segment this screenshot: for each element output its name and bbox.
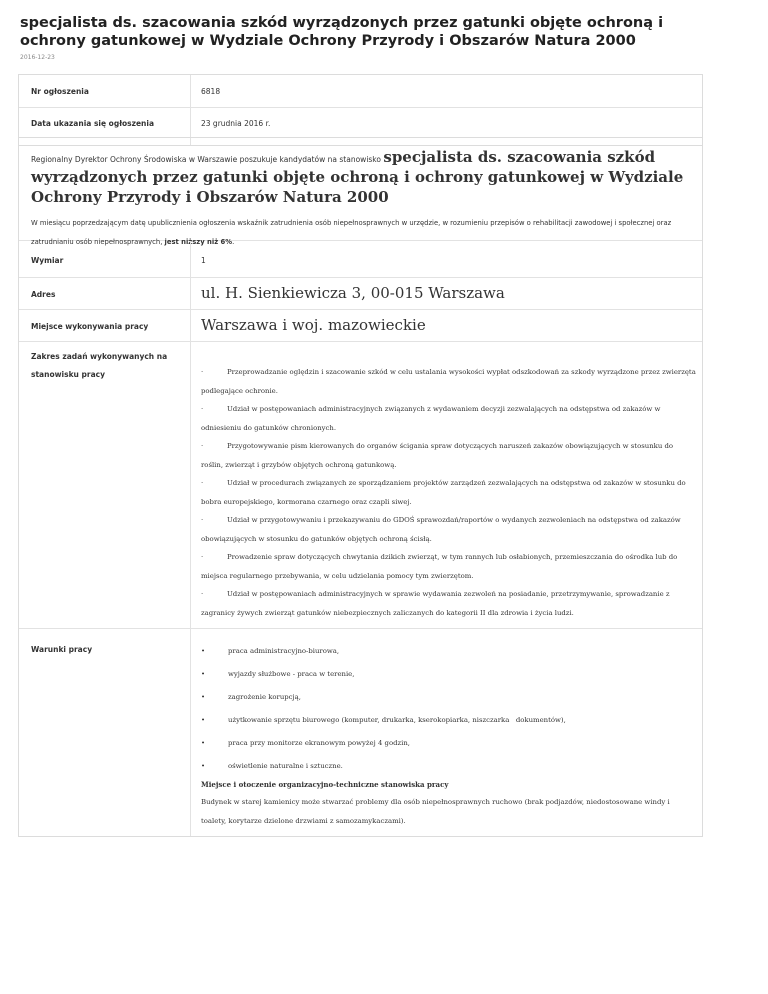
bullet-icon: • xyxy=(201,739,206,747)
list-item: · Udział w postępowaniach administracyjnych w sprawie wydawania zezwoleń na posiadanie, przetrzymywanie, sprowadzanie z zagranicy żywych zwierząt gatunków niebezpiecznych zaliczanych do kategorii II dla zdrowia i życia ludzi. xyxy=(201,585,696,623)
bullet-icon: • xyxy=(201,693,206,701)
list-item: · Prowadzenie spraw dotyczących chwytania dzikich zwierząt, w tym rannych lub osłabionych, przemieszczania do ośrodka lub do miejsca regularnego przebywania, w celu udzielania pomocy tym zwierzętom. xyxy=(201,548,696,586)
intro-lead: Regionalny Dyrektor Ochrony Środowiska w Warszawie poszukuje kandydatów na stanowisko xyxy=(31,155,381,164)
list-item: · Udział w procedurach związanych ze sporządzaniem projektów zarządzeń zezwalających na odstępstwa od zakazów w stosunku do bobra europejskiego, kormorana czarnego oraz czapli siwej. xyxy=(201,474,696,512)
adres-value: ul. H. Sienkiewicza 3, 00-015 Warszawa xyxy=(201,284,505,302)
publish-date: 2016-12-23 xyxy=(20,54,55,61)
list-item: • użytkowanie sprzętu biurowego (komputer, drukarka, kserokopiarka, niszczarka dokumentów), xyxy=(201,713,696,727)
list-item: · Udział w przygotowywaniu i przekazywaniu do GDOŚ sprawozdań/raportów o wydanych zezwoleniach na odstępstwa od zakazów obowiązujących w stosunku do gatunków objętych ochroną ścisłą. xyxy=(201,511,696,549)
nr-label: Nr ogłoszenia xyxy=(31,87,89,96)
list-item: · Przeprowadzanie oględzin i szacowanie szkód w celu ustalania wysokości wypłat odszkodowań za szkody wyrządzone przez zwierzęta podlegające ochronie. xyxy=(201,363,696,401)
miejsce-label: Miejsce wykonywania pracy xyxy=(31,322,149,331)
intro-text xyxy=(31,148,701,208)
table-row xyxy=(19,310,702,342)
list-item: · Udział w postępowaniach administracyjnych związanych z wydawaniem decyzji zezwalających na odstępstwa od zakazów w odniesieniu do gatunków chronionych. xyxy=(201,400,696,438)
list-item: • oświetlenie naturalne i sztuczne. xyxy=(201,759,696,773)
nr-value: 6818 xyxy=(201,87,221,96)
table-row xyxy=(19,75,702,108)
wymiar-value: 1 xyxy=(201,256,206,265)
accessibility-note: Budynek w starej kamienicy może stwarzać problemy dla osób niepełnosprawnych ruchowo (brak podjazdów, niedostosowane windy i toalety, korytarze dzielone drzwiami z samozamykaczami). xyxy=(201,798,670,825)
tasks-label-line1: Zakres zadań wykonywanych na xyxy=(31,352,168,361)
list-item: • praca administracyjno-biurowa, xyxy=(201,644,696,658)
table-row xyxy=(19,278,702,310)
details-table xyxy=(18,137,703,837)
employment-end: . xyxy=(232,238,235,246)
bullet-icon: · xyxy=(201,590,204,598)
page-title: specjalista ds. szacowania szkód wyrządzonych przez gatunki objęte ochroną i ochrony gatunkowej w Wydziale Ochrony Przyrody i Obszarów Natura 2000 xyxy=(20,15,664,49)
wymiar-label: Wymiar xyxy=(31,256,64,265)
intro-section xyxy=(19,138,702,246)
conditions-row xyxy=(19,629,702,836)
adres-label: Adres xyxy=(31,290,56,299)
date-label: Data ukazania się ogłoszenia xyxy=(31,119,155,128)
list-item: • zagrożenie korupcją, xyxy=(201,690,696,704)
bullet-icon: · xyxy=(201,442,204,450)
list-item: • wyjazdy służbowe - praca w terenie, xyxy=(201,667,696,681)
bullet-icon: · xyxy=(201,368,204,376)
bullet-icon: · xyxy=(201,553,204,561)
meta-table xyxy=(18,74,703,146)
position-name: specjalista ds. szacowania szkód wyrządzonych przez gatunki objęte ochroną i ochrony gatunkowej w Wydziale Ochrony Przyrody i Obszarów Natura 2000 xyxy=(31,148,684,206)
bullet-icon: · xyxy=(201,479,204,487)
section-subheading: Miejsce i otoczenie organizacyjno-techniczne stanowiska pracy xyxy=(201,780,449,789)
miejsce-value: Warszawa i woj. mazowieckie xyxy=(201,316,426,334)
bullet-icon: · xyxy=(201,516,204,524)
employment-rate: jest niższy niż 6% xyxy=(164,238,233,246)
bullet-icon: • xyxy=(201,647,206,655)
table-row xyxy=(19,241,702,278)
list-item: • praca przy monitorze ekranowym powyżej 4 godzin, xyxy=(201,736,696,750)
tasks-label-line2: stanowisku pracy xyxy=(31,370,105,379)
conditions-label: Warunki pracy xyxy=(31,645,93,654)
bullet-icon: • xyxy=(201,670,206,678)
bullet-icon: • xyxy=(201,762,206,770)
bullet-icon: · xyxy=(201,405,204,413)
date-value: 23 grudnia 2016 r. xyxy=(201,119,271,128)
employment-text: W miesiącu poprzedzającym datę upublicznienia ogłoszenia wskaźnik zatrudnienia osób niepełnosprawnych w urzędzie, w rozumieniu przepisów o rehabilitacji zawodowej i społecznej oraz zatrudnianiu osób niepełnosprawnych, xyxy=(31,219,672,246)
tasks-row xyxy=(19,342,702,629)
list-item: · Przygotowywanie pism kierowanych do organów ścigania spraw dotyczących naruszeń zakazów obowiązujących w stosunku do roślin, zwierząt i grzybów objętych ochroną gatunkową. xyxy=(201,437,696,475)
bullet-icon: • xyxy=(201,716,206,724)
